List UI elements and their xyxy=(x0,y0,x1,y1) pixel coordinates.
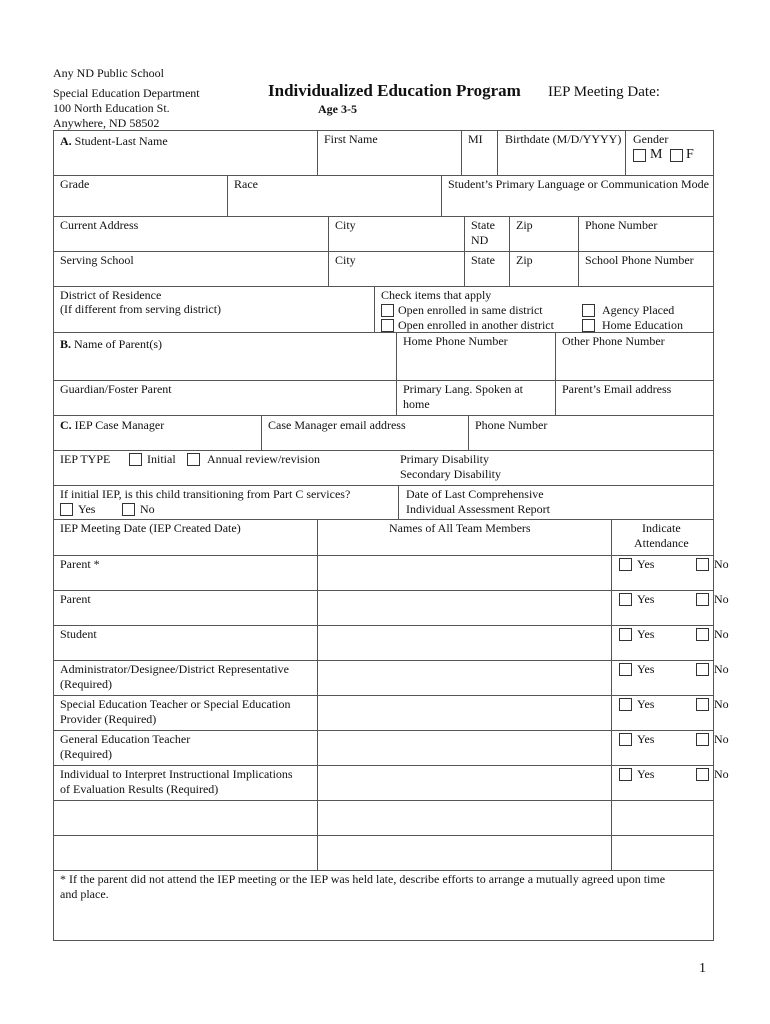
no-label: No xyxy=(714,662,729,676)
school-phone-label: School Phone Number xyxy=(585,253,694,267)
team-role: Student xyxy=(60,627,97,641)
no-label: No xyxy=(714,732,729,746)
open-other-label: Open enrolled in another district xyxy=(398,318,554,332)
team-role: Individual to Interpret Instructional Implications xyxy=(60,767,293,781)
attendance-label: Attendance xyxy=(634,536,689,550)
first-name-label: First Name xyxy=(324,132,378,146)
attendance-yes-checkbox[interactable] xyxy=(619,768,632,781)
home-education-checkbox[interactable] xyxy=(582,319,595,332)
mi-label: MI xyxy=(468,132,483,146)
agency-placed-checkbox[interactable] xyxy=(582,304,595,317)
street-address: 100 North Education St. xyxy=(53,101,170,115)
school-name: Any ND Public School xyxy=(53,66,164,80)
section-b-label: B. Name of Parent(s) xyxy=(60,337,162,351)
city-label: City xyxy=(335,218,356,232)
attendance-yes-checkbox[interactable] xyxy=(619,663,632,676)
footnote-line-1: * If the parent did not attend the IEP meeting or the IEP was held late, describe efforts to arrange a mutually agreed upon time xyxy=(60,872,666,886)
meeting-date-label: IEP Meeting Date: xyxy=(548,84,660,100)
attendance-yes-checkbox[interactable] xyxy=(619,558,632,571)
transition-no-checkbox[interactable] xyxy=(122,503,135,516)
home-education-label: Home Education xyxy=(602,318,683,332)
gender-m-checkbox[interactable] xyxy=(633,149,646,162)
gender-m-label: M xyxy=(650,147,663,162)
age-range: Age 3-5 xyxy=(318,102,357,116)
home-phone-label: Home Phone Number xyxy=(403,334,508,348)
current-address-label: Current Address xyxy=(60,218,139,232)
case-manager-email-label: Case Manager email address xyxy=(268,418,406,432)
iep-type-label: IEP TYPE xyxy=(60,452,111,466)
yes-label: Yes xyxy=(637,557,655,571)
transition-yes-checkbox[interactable] xyxy=(60,503,73,516)
yes-label: Yes xyxy=(637,592,655,606)
no-label: No xyxy=(714,557,729,571)
yes-label: Yes xyxy=(637,767,655,781)
birthdate-label: Birthdate (M/D/YYYY) xyxy=(505,132,622,146)
team-role-note: Provider (Required) xyxy=(60,712,157,726)
parent-email-label: Parent’s Email address xyxy=(562,382,672,396)
team-role: Administrator/Designee/District Representative xyxy=(60,662,289,676)
yes-label: Yes xyxy=(637,697,655,711)
last-eval-label: Date of Last Comprehensive xyxy=(406,487,544,501)
gender-f-checkbox[interactable] xyxy=(670,149,683,162)
open-same-checkbox[interactable] xyxy=(381,304,394,317)
team-role-note: (Required) xyxy=(60,747,112,761)
section-c-label: C. IEP Case Manager xyxy=(60,418,165,432)
check-items-label: Check items that apply xyxy=(381,288,492,302)
section-a-label: A. Student-Last Name xyxy=(60,134,168,148)
transition-no-label: No xyxy=(140,502,155,516)
zip-label: Zip xyxy=(516,218,533,232)
serving-school-label: Serving School xyxy=(60,253,134,267)
serving-city-label: City xyxy=(335,253,356,267)
footnote-line-2: and place. xyxy=(60,887,109,901)
department-name: Special Education Department xyxy=(53,86,200,100)
primary-language-label: Student’s Primary Language or Communication Mode xyxy=(448,177,709,191)
district-note: (If different from serving district) xyxy=(60,302,222,316)
initial-checkbox[interactable] xyxy=(129,453,142,466)
district-residence-label: District of Residence xyxy=(60,288,162,302)
no-label: No xyxy=(714,592,729,606)
page-number: 1 xyxy=(699,961,706,976)
serving-zip-label: Zip xyxy=(516,253,533,267)
team-meeting-date-label: IEP Meeting Date (IEP Created Date) xyxy=(60,521,241,535)
page-title: Individualized Education Program xyxy=(268,81,521,100)
no-label: No xyxy=(714,767,729,781)
team-names-label: Names of All Team Members xyxy=(389,521,531,535)
annual-review-label: Annual review/revision xyxy=(207,452,320,466)
case-manager-phone-label: Phone Number xyxy=(475,418,548,432)
yes-label: Yes xyxy=(637,627,655,641)
last-eval-label-2: Individual Assessment Report xyxy=(406,502,550,516)
attendance-yes-checkbox[interactable] xyxy=(619,628,632,641)
other-phone-label: Other Phone Number xyxy=(562,334,665,348)
open-same-label: Open enrolled in same district xyxy=(398,303,543,317)
transition-yes-label: Yes xyxy=(78,502,96,516)
no-label: No xyxy=(714,627,729,641)
initial-label: Initial xyxy=(147,452,176,466)
no-label: No xyxy=(714,697,729,711)
indicate-label: Indicate xyxy=(642,521,681,535)
open-other-checkbox[interactable] xyxy=(381,319,394,332)
agency-placed-label: Agency Placed xyxy=(602,303,675,317)
race-label: Race xyxy=(234,177,258,191)
phone-number-label: Phone Number xyxy=(585,218,658,232)
state-value: ND xyxy=(471,233,489,247)
attendance-yes-checkbox[interactable] xyxy=(619,733,632,746)
team-role-note: of Evaluation Results (Required) xyxy=(60,782,219,796)
serving-state-label: State xyxy=(471,253,495,267)
gender-label: Gender xyxy=(633,132,669,146)
guardian-label: Guardian/Foster Parent xyxy=(60,382,172,396)
attendance-yes-checkbox[interactable] xyxy=(619,593,632,606)
team-role: General Education Teacher xyxy=(60,732,191,746)
attendance-yes-checkbox[interactable] xyxy=(619,698,632,711)
yes-label: Yes xyxy=(637,732,655,746)
team-role: Special Education Teacher or Special Education xyxy=(60,697,291,711)
primary-disability-label: Primary Disability xyxy=(400,452,489,466)
yes-label: Yes xyxy=(637,662,655,676)
grade-label: Grade xyxy=(60,177,90,191)
team-role: Parent * xyxy=(60,557,100,571)
state-label: State xyxy=(471,218,495,232)
secondary-disability-label: Secondary Disability xyxy=(400,467,501,481)
primary-lang-label-2: home xyxy=(403,397,430,411)
primary-lang-label: Primary Lang. Spoken at xyxy=(403,382,523,396)
annual-review-checkbox[interactable] xyxy=(187,453,200,466)
city-line: Anywhere, ND 58502 xyxy=(53,116,160,130)
transition-question: If initial IEP, is this child transitioning from Part C services? xyxy=(60,487,351,501)
team-role-note: (Required) xyxy=(60,677,112,691)
gender-f-label: F xyxy=(686,147,694,162)
team-role: Parent xyxy=(60,592,91,606)
